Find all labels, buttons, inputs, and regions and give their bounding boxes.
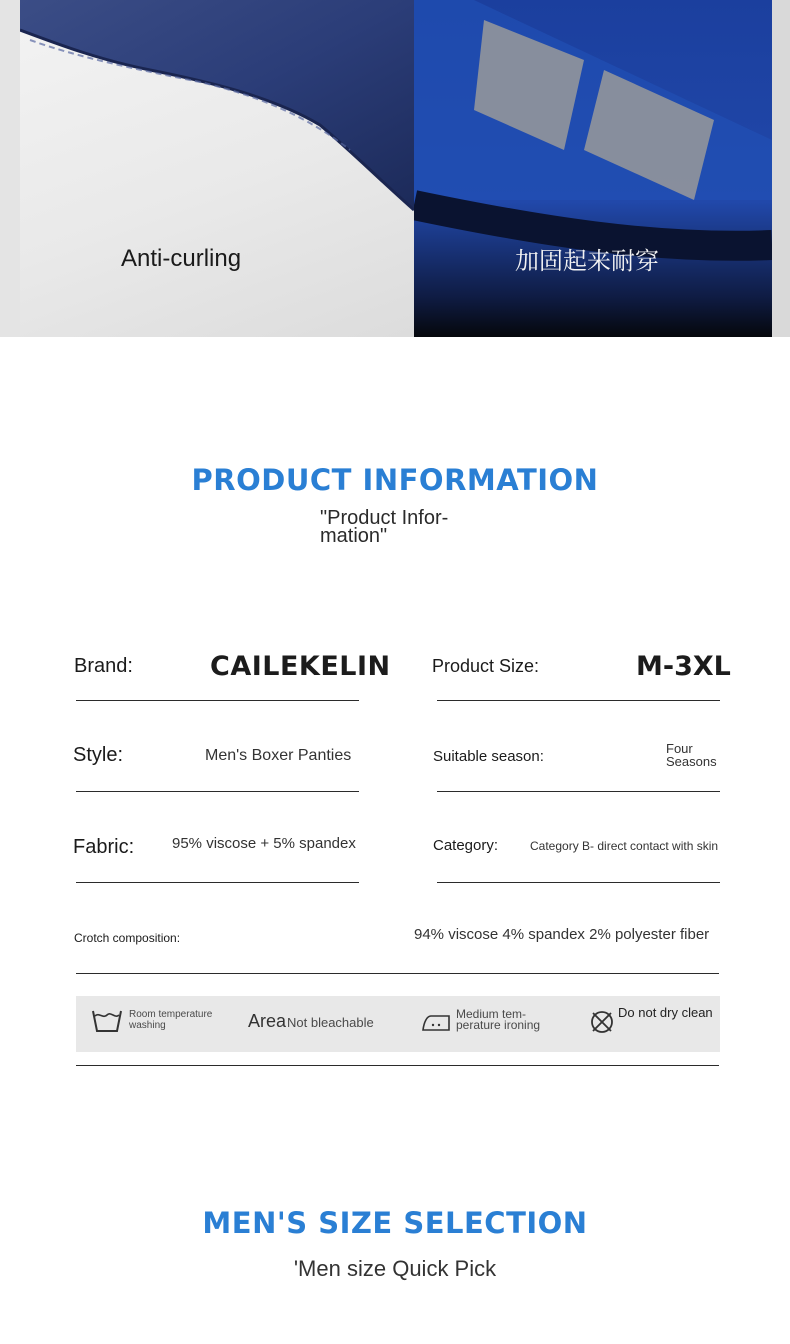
dry-clean-text: Do not dry clean bbox=[618, 1005, 713, 1020]
product-info-subtitle: "Product Infor- mation" bbox=[320, 507, 449, 547]
style-label: Style: bbox=[73, 744, 124, 766]
divider bbox=[76, 973, 719, 974]
product-size-value: M-3XL bbox=[636, 651, 731, 682]
not-bleachable-text: Not bleachable bbox=[287, 1015, 374, 1030]
fabric-label: Fabric: bbox=[73, 836, 135, 858]
product-size-label: Product Size: bbox=[432, 656, 540, 676]
crotch-composition-value: 94% viscose 4% spandex 2% polyester fiber bbox=[414, 926, 710, 943]
divider bbox=[437, 791, 720, 792]
divider bbox=[76, 700, 359, 701]
style-value: Men's Boxer Panties bbox=[205, 747, 352, 764]
divider bbox=[76, 882, 359, 883]
waistband-illustration bbox=[414, 0, 772, 337]
fabric-value: 95% viscose + 5% spandex bbox=[172, 835, 356, 852]
divider bbox=[76, 791, 359, 792]
season-value: Four Seasons bbox=[666, 741, 717, 769]
ironing-text: Medium tem- perature ironing bbox=[456, 1007, 541, 1032]
fabric-edge-illustration bbox=[20, 0, 414, 337]
category-value: Category B- direct contact with skin bbox=[530, 839, 719, 853]
anti-curling-caption: Anti-curling bbox=[121, 245, 242, 272]
bleach-area-label: Area bbox=[248, 1011, 287, 1031]
fabric-edge-photo bbox=[20, 0, 414, 337]
care-instructions bbox=[76, 996, 720, 1052]
no-dry-clean-icon bbox=[589, 1009, 615, 1035]
size-selection-title: MEN'S SIZE SELECTION bbox=[202, 1206, 588, 1240]
category-label: Category: bbox=[433, 837, 499, 854]
wash-text: Room temperature washing bbox=[129, 1009, 213, 1031]
divider bbox=[76, 1065, 719, 1066]
crotch-composition-label: Crotch composition: bbox=[74, 931, 181, 945]
divider bbox=[437, 700, 720, 701]
size-selection-subtitle: 'Men size Quick Pick bbox=[293, 1256, 497, 1281]
brand-label: Brand: bbox=[74, 655, 133, 677]
reinforced-caption: 加固起来耐穿 bbox=[515, 247, 659, 275]
iron-icon bbox=[421, 1012, 451, 1032]
season-label: Suitable season: bbox=[433, 748, 544, 765]
product-info-title: PRODUCT INFORMATION bbox=[191, 463, 599, 497]
brand-value: CAILEKELIN bbox=[210, 651, 391, 682]
waistband-photo bbox=[414, 0, 772, 337]
photo-margin bbox=[772, 0, 790, 337]
divider bbox=[437, 882, 720, 883]
washing-tub-icon bbox=[91, 1007, 123, 1033]
